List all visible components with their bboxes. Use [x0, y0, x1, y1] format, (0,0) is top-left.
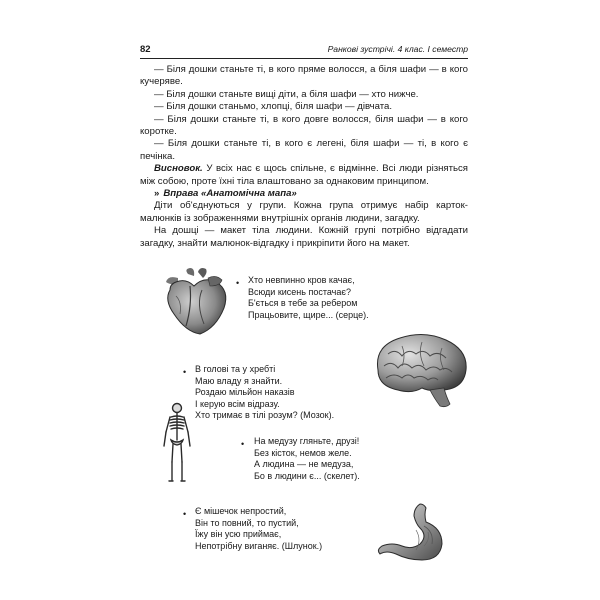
body-text: [140, 64, 468, 250]
paragraph: На дошці — макет тіла людини. Кожній групі потрібно відгадати загадку, знайти малюнок-відгадку і прикріпити його на макет.: [140, 225, 468, 249]
riddle-line: Їжу він усю приймає,: [195, 529, 282, 540]
riddle-line: Всюди кисень постачає?: [248, 286, 351, 297]
riddle-line: Є мішечок непростий,: [195, 506, 287, 516]
skeleton-illustration-icon: [160, 402, 194, 484]
exercise-heading: [140, 188, 468, 200]
page-number: 82: [140, 44, 151, 55]
page-header: [140, 44, 468, 59]
riddle-line: Він то повний, то пустий,: [195, 517, 299, 528]
stomach-illustration-icon: [376, 502, 446, 562]
paragraph: — Біля дошки станьте вищі діти, а біля шафи — хто нижче.: [154, 88, 419, 100]
riddle-line: І керую всім відразу.: [195, 398, 280, 409]
double-arrow-icon: »: [154, 188, 160, 200]
paragraph: Діти об'єднуються у групи. Кожна група отримує набір карток-малюнків із зображеннями внутрішніх органів людини, загадку.: [140, 200, 468, 224]
riddle-line: Непотрібну виганяє. (Шлунок.): [195, 540, 323, 551]
riddle-stomach: [195, 506, 322, 552]
riddle-line: Роздаю мільйон наказів: [195, 387, 295, 398]
heart-illustration-icon: [158, 268, 234, 336]
bullet-icon: •: [236, 278, 240, 288]
bullet-icon: •: [183, 367, 187, 377]
paragraph: — Біля дошки станьте ті, в кого пряме волосся, а біля шафи — в кого кучеряве.: [140, 64, 468, 88]
conclusion-label: Висновок.: [154, 163, 203, 175]
riddle-line: Хто невпинно кров качає,: [248, 275, 355, 285]
bullet-icon: •: [241, 439, 245, 449]
riddle-line: Бо в людини є... (скелет).: [254, 470, 360, 481]
riddle-line: В голові та у хребті: [195, 364, 276, 374]
conclusion-text: У всіх нас є щось спільне, є відмінне. Всі люди різняться між собою, проте їхні тіла влаштовано за однаковим принципом.: [140, 163, 468, 187]
brain-illustration-icon: [372, 332, 470, 408]
riddle-line: Працьовите, щире... (серце).: [248, 309, 369, 320]
riddle-line: Хто тримає в тілі розум? (Мозок).: [195, 410, 335, 421]
paragraph: — Біля дошки станьте ті, в кого довге волосся, біля шафи — в кого коротке.: [140, 113, 468, 138]
riddle-brain: [195, 364, 334, 422]
bullet-icon: •: [183, 509, 187, 519]
conclusion-paragraph: [140, 163, 468, 188]
riddle-line: Б'ється в тебе за ребером: [248, 298, 358, 309]
riddle-line: Маю владу я знайти.: [195, 375, 283, 386]
riddle-line: А людина — не медуза,: [254, 459, 354, 470]
running-title: Ранкові зустрічі. 4 клас. І семестр: [327, 44, 468, 54]
riddle-line: На медузу гляньте, друзі!: [254, 436, 360, 446]
riddle-heart: [248, 275, 369, 321]
riddle-line: Без кісток, немов желе.: [254, 447, 352, 458]
exercise-title: Вправа «Анатомічна мапа»: [163, 188, 297, 200]
paragraph: — Біля дошки станьмо, хлопці, біля шафи — дівчата.: [154, 101, 393, 113]
paragraph: — Біля дошки станьте ті, в кого є легені, біля шафи — ті, в кого є печінка.: [140, 138, 468, 162]
riddle-skeleton: [254, 436, 360, 482]
